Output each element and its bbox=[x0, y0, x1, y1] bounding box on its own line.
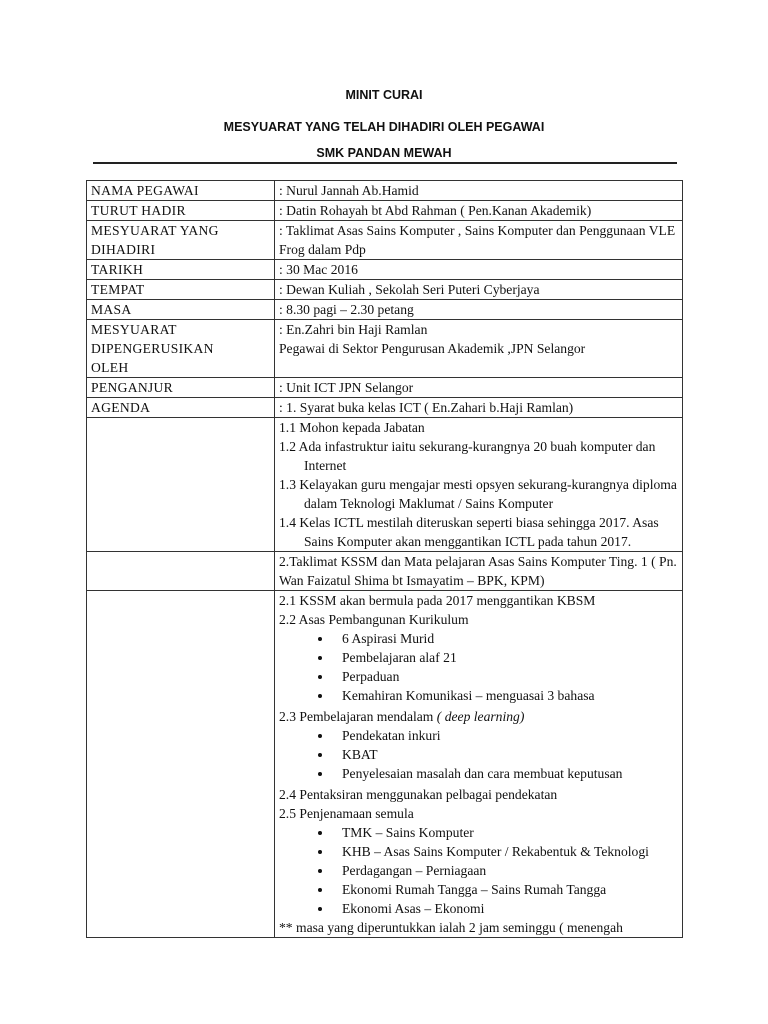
table-row bbox=[87, 300, 683, 320]
item-text: 2.3 Pembelajaran mendalam bbox=[279, 709, 437, 724]
table-row bbox=[87, 201, 683, 221]
bullet-item: • Ekonomi Asas – Ekonomi bbox=[333, 899, 678, 918]
school-name: SMK PANDAN MEWAH bbox=[316, 146, 452, 160]
bullet-item: • TMK – Sains Komputer bbox=[333, 823, 678, 842]
agenda-2-items bbox=[275, 591, 683, 938]
bullet-item: • Perdagangan – Perniagaan bbox=[333, 861, 678, 880]
bullet-item: • KBAT bbox=[333, 745, 678, 764]
bullet-item: • KHB – Asas Sains Komputer / Rekabentuk & Teknologi bbox=[333, 842, 678, 861]
doc-title: MINIT CURAI bbox=[345, 88, 423, 102]
divider bbox=[93, 162, 677, 164]
table-row bbox=[87, 280, 683, 300]
agenda-2-title: 2.Taklimat KSSM dan Mata pelajaran Asas Sains Komputer Ting. 1 ( Pn. Wan Faizatul Shima bt Ismayatim – BPK, KPM) bbox=[275, 552, 683, 591]
chair-position: Pegawai di Sektor Pengurusan Akademik ,JPN Selangor bbox=[279, 341, 586, 356]
bullet-item: • 6 Aspirasi Murid bbox=[333, 629, 678, 648]
row-value bbox=[275, 320, 683, 378]
list-item: 1.3 Kelayakan guru mengajar mesti opsyen sekurang-kurangnya diploma dalam Teknologi Maklumat / Sains Komputer bbox=[279, 477, 677, 511]
row-label: TARIKH bbox=[87, 260, 275, 280]
list-item: 1.1 Mohon kepada Jabatan bbox=[279, 420, 425, 435]
row-value: : 1. Syarat buka kelas ICT ( En.Zahari b.Haji Ramlan) bbox=[275, 398, 683, 418]
row-value: : Unit ICT JPN Selangor bbox=[275, 378, 683, 398]
list-item: 2.2 Asas Pembangunan Kurikulum bbox=[279, 612, 469, 627]
table-row bbox=[87, 260, 683, 280]
row-label: MESYUARAT DIPENGERUSIKAN OLEH bbox=[87, 320, 275, 378]
table-row bbox=[87, 398, 683, 418]
row-label: AGENDA bbox=[87, 398, 275, 418]
row-label: MASA bbox=[87, 300, 275, 320]
row-value: : 8.30 pagi – 2.30 petang bbox=[275, 300, 683, 320]
minutes-table bbox=[86, 180, 683, 938]
table-row bbox=[87, 418, 683, 552]
bullet-item: • Ekonomi Rumah Tangga – Sains Rumah Tangga bbox=[333, 880, 678, 899]
table-row bbox=[87, 378, 683, 398]
table-row bbox=[87, 552, 683, 591]
bullet-item: • Penyelesaian masalah dan cara membuat keputusan bbox=[333, 764, 678, 783]
list-item bbox=[279, 707, 678, 726]
note: ** masa yang diperuntukkan ialah 2 jam seminggu ( menengah bbox=[279, 920, 623, 935]
table-row bbox=[87, 221, 683, 260]
chair-name: : En.Zahri bin Haji Ramlan bbox=[279, 322, 428, 337]
table-row bbox=[87, 181, 683, 201]
row-label: MESYUARAT YANG DIHADIRI bbox=[87, 221, 275, 260]
list-item: 1.2 Ada infastruktur iaitu sekurang-kurangnya 20 buah komputer dan Internet bbox=[279, 439, 656, 473]
bullet-item: • Pembelajaran alaf 21 bbox=[333, 648, 678, 667]
agenda-1-items bbox=[275, 418, 683, 552]
item-emphasis: ( deep learning) bbox=[436, 709, 525, 724]
row-value: : Nurul Jannah Ab.Hamid bbox=[275, 181, 683, 201]
row-label: PENGANJUR bbox=[87, 378, 275, 398]
row-value: : Taklimat Asas Sains Komputer , Sains Komputer dan Penggunaan VLE Frog dalam Pdp bbox=[275, 221, 683, 260]
bullet-item: • Kemahiran Komunikasi – menguasai 3 bahasa bbox=[333, 686, 678, 705]
row-label: TURUT HADIR bbox=[87, 201, 275, 221]
row-value: : Datin Rohayah bt Abd Rahman ( Pen.Kanan Akademik) bbox=[275, 201, 683, 221]
list-item: 2.4 Pentaksiran menggunakan pelbagai pendekatan bbox=[279, 787, 558, 802]
bullet-item: • Perpaduan bbox=[333, 667, 678, 686]
row-value: : 30 Mac 2016 bbox=[275, 260, 683, 280]
row-value: : Dewan Kuliah , Sekolah Seri Puteri Cyberjaya bbox=[275, 280, 683, 300]
list-item: 1.4 Kelas ICTL mestilah diteruskan seperti biasa sehingga 2017. Asas Sains Komputer akan menggantikan ICTL pada tahun 2017. bbox=[279, 515, 659, 549]
row-label: NAMA PEGAWAI bbox=[87, 181, 275, 201]
table-row bbox=[87, 591, 683, 938]
list-item: 2.1 KSSM akan bermula pada 2017 menggantikan KBSM bbox=[279, 593, 596, 608]
doc-subtitle: MESYUARAT YANG TELAH DIHADIRI OLEH PEGAWAI bbox=[223, 120, 545, 134]
table-row bbox=[87, 320, 683, 378]
row-label: TEMPAT bbox=[87, 280, 275, 300]
bullet-item: • Pendekatan inkuri bbox=[333, 726, 678, 745]
list-item: 2.5 Penjenamaan semula bbox=[279, 806, 414, 821]
